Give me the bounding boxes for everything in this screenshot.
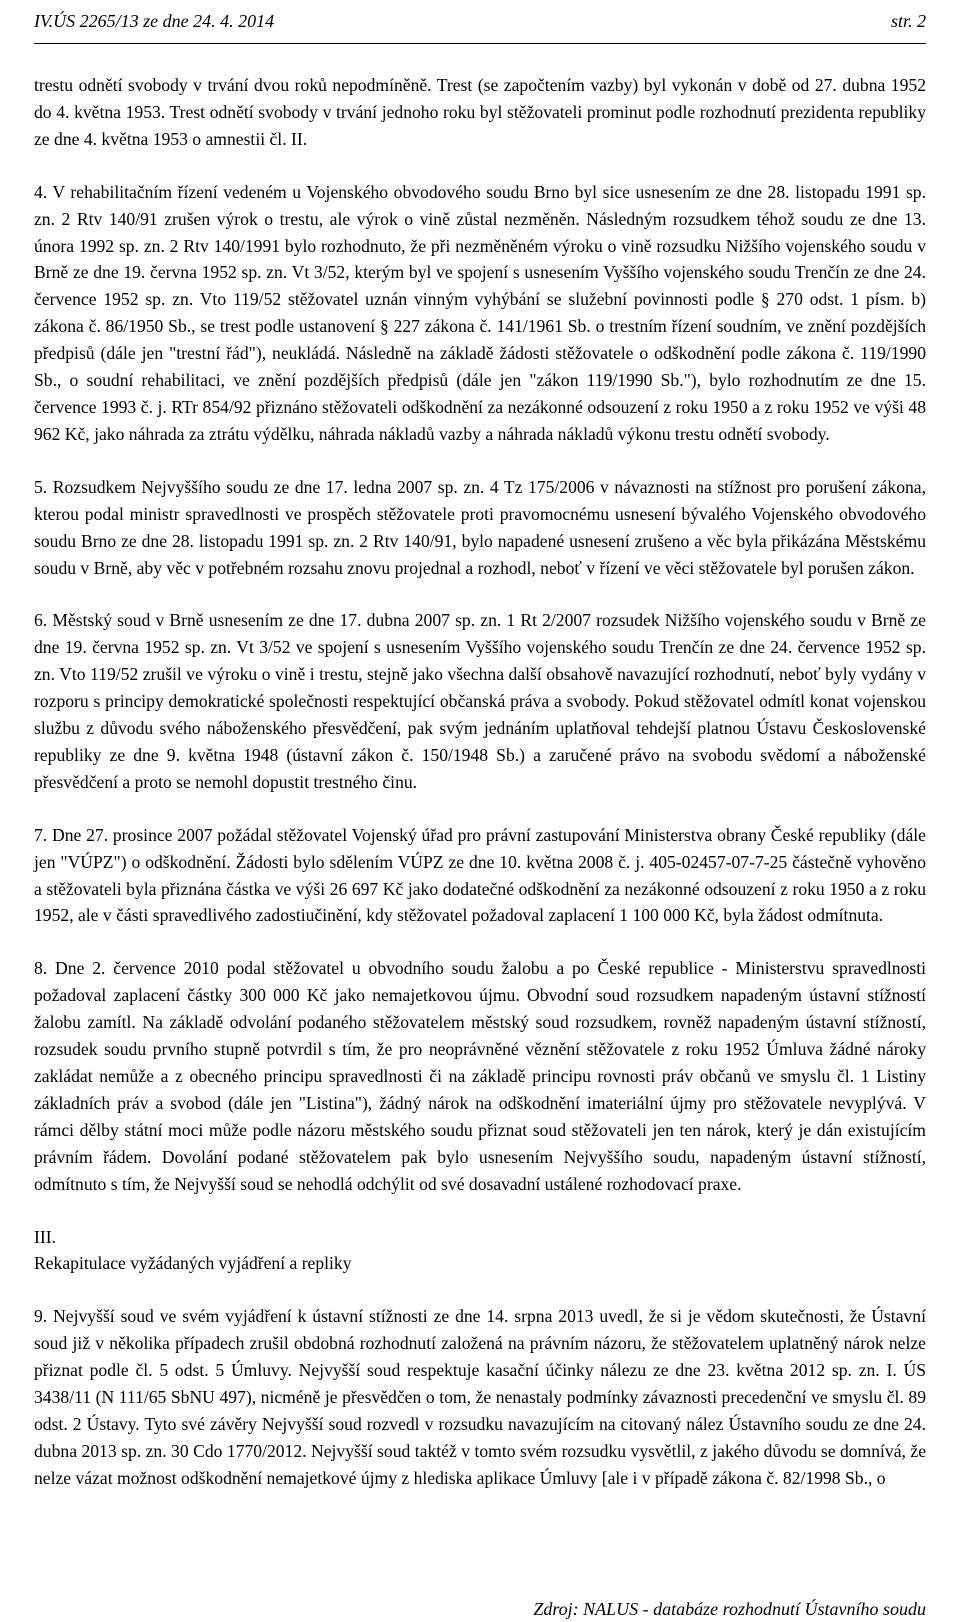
- case-reference: IV.ÚS 2265/13 ze dne 24. 4. 2014: [34, 11, 275, 31]
- paragraph-9: 9. Nejvyšší soud ve svém vyjádření k ústavní stížnosti ze dne 14. srpna 2013 uvedl, že si je vědom skutečnosti, že Ústavní soud již v několika případech zrušil obdobná rozhodnutí založená na právním názoru, že stěžovatelem uplatněný nárok nelze přiznat podle čl. 5 odst. 5 Úmluvy. Nejvyšší soud respektuje kasační účinky nálezu ze dne 23. května 2012 sp. zn. I. ÚS 3438/11 (N 111/65 SbNU 497), nicméně je přesvědčen o tom, že nenastaly podmínky závaznosti precedenční ve smyslu čl. 89 odst. 2 Ústavy. Tyto své závěry Nejvyšší soud rozvedl v rozsudku navazujícím na citovaný nález Ústavního soudu ze dne 24. dubna 2013 sp. zn. 30 Cdo 1770/2012. Nejvyšší soud taktéž v tomto svém rozsudku vysvětlil, z jakého důvodu se domnívá, že nelze vázat možnost odškodnění nemajetkové újmy z hlediska aplikace Úmluvy [ale i v případě zákona č. 82/1998 Sb., o: [34, 1306, 926, 1488]
- page-number: str. 2: [890, 11, 926, 31]
- paragraph-8: 8. Dne 2. července 2010 podal stěžovatel u obvodního soudu žalobu a po České republice - Ministerstvu spravedlnosti požadoval zaplacení částky 300 000 Kč jako nemajetkovou újmu. Obvodní soud rozsudkem napadeným ústavní stížností žalobu zamítl. Na základě odvolání podaného stěžovatelem městský soud rozsudkem, rovněž napadeným ústavní stížností, rozsudek soudu prvního stupně potvrdil s tím, že pro neoprávněné věznění stěžovatele z roku 1952 Úmluva žádné nároky zakládat nemůže a z obecného principu spravedlnosti či na základě principu rovnosti práv občanů ve smyslu čl. 1 Listiny základních práv a svobod (dále jen "Listina"), žádný nárok na odškodnění imateriální újmy pro stěžovatele nevyplývá. V rámci dělby státní moci může podle názoru městského soudu přiznat soud stěžovateli jen ten nárok, který je dán existujícím právním řádem. Dovolání podané stěžovatelem pak bylo usnesením Nejvyššího soudu, napadeným ústavní stížností, odmítnuto s tím, že Nejvyšší soud se nehodlá odchýlit od své dosavadní ustálené rozhodovací praxe.: [34, 958, 926, 1194]
- paragraph-4: 4. V rehabilitačním řízení vedeném u Vojenského obvodového soudu Brno byl sice usnesením ze dne 28. listopadu 1991 sp. zn. 2 Rtv 140/91 zrušen výrok o trestu, ale výrok o vině zůstal nezměněn. Následným rozsudkem téhož soudu ze dne 13. února 1992 sp. zn. 2 Rtv 140/1991 bylo rozhodnuto, že při nezměněném výroku o vině rozsudku Nižšího vojenského soudu v Brně ze dne 19. června 1952 sp. zn. Vt 3/52, kterým byl ve spojení s usnesením Vyššího vojenského soudu Trenčín ze dne 24. července 1952 sp. zn. Vto 119/52 stěžovatel uznán vinným vyhýbání se služební povinnosti podle § 270 odst. 1 písm. b) zákona č. 86/1950 Sb., se trest podle ustanovení § 227 zákona č. 141/1961 Sb. o trestním řízení soudním, ve znění pozdějších předpisů (dále jen "trestní řád"), neukládá. Následně na základě žádosti stěžovatele o odškodnění podle zákona č. 119/1990 Sb., o soudní rehabilitaci, ve znění pozdějších předpisů (dále jen "zákon 119/1990 Sb."), bylo rozhodnutím ze dne 15. července 1993 č. j. RTr 854/92 přiznáno stěžovateli odškodnění za nezákonné odsouzení z roku 1950 a z roku 1952 ve výši 48 962 Kč, jako náhrada za ztrátu výdělku, náhrada nákladů vazby a náhrada nákladů výkonu trestu odnětí svobody.: [34, 181, 926, 444]
- section-title: Rekapitulace vyžádaných vyjádření a repliky: [34, 1253, 352, 1274]
- section-heading: [34, 1224, 926, 1278]
- paragraph-5: 5. Rozsudkem Nejvyššího soudu ze dne 17. ledna 2007 sp. zn. 4 Tz 175/2006 v návaznosti na stížnost pro porušení zákona, kterou podal ministr spravedlnosti ve prospěch stěžovatele proti pravomocnému usnesení bývalého Vojenského obvodového soudu Brno ze dne 28. listopadu 1991 sp. zn. 2 Rtv 140/91, bylo napadené usnesení zrušeno a věc byla přikázána Městskému soudu v Brně, aby věc v potřebném rozsahu znovu projednal a rozhodl, neboť v řízení ve věci stěžovatele byl porušen zákon.: [34, 476, 926, 578]
- document-body: [34, 72, 926, 1492]
- section-numeral: III.: [34, 1226, 56, 1247]
- header-divider: [34, 43, 926, 44]
- paragraph-continuation: trestu odnětí svobody v trvání dvou roků nepodmíněně. Trest (se započtením vazby) byl vykonán v době od 27. dubna 1952 do 4. května 1953. Trest odnětí svobody v trvání jednoho roku byl stěžovateli prominut podle rozhodnutí prezidenta republiky ze dne 4. května 1953 o amnestii čl. II.: [34, 75, 926, 149]
- page-header: [34, 9, 926, 35]
- paragraph-6: 6. Městský soud v Brně usnesením ze dne 17. dubna 2007 sp. zn. 1 Rt 2/2007 rozsudek Nižšího vojenského soudu v Brně ze dne 19. června 1952 sp. zn. Vt 3/52 ve spojení s usnesením Vyššího vojenského soudu Trenčín ze dne 24. července 1952 sp. zn. Vto 119/52 zrušil ve výroku o vině i trestu, stejně jako všechna další obsahově navazující rozhodnutí, neboť byly vydány v rozporu s principy demokratické společnosti respektující občanská práva a svobody. Pokud stěžovatel odmítl konat vojenskou službu z důvodu svého náboženského přesvědčení, pak svým jednáním uplatňoval tehdejší platnou Ústavu Československé republiky ze dne 9. května 1948 (ústavní zákon č. 150/1948 Sb.) a zaručené právo na svobodu svědomí a náboženské přesvědčení a proto se nemohl dopustit trestného činu.: [34, 610, 926, 792]
- paragraph-7: 7. Dne 27. prosince 2007 požádal stěžovatel Vojenský úřad pro právní zastupování Ministerstva obrany České republiky (dále jen "VÚPZ") o odškodnění. Žádosti bylo sdělením VÚPZ ze dne 10. května 2008 č. j. 405-02457-07-7-25 částečně vyhověno a stěžovateli byla přiznána částka ve výši 26 697 Kč jako dodatečné odškodnění za nezákonné odsouzení z roku 1950 a z roku 1952, ale v části spravedlivého zadostiučinění, kdy stěžovatel požadoval zaplacení 1 100 000 Kč, byla žádost odmítnuta.: [34, 824, 926, 926]
- source-footer: Zdroj: NALUS - databáze rozhodnutí Ústavního soudu: [533, 1599, 926, 1619]
